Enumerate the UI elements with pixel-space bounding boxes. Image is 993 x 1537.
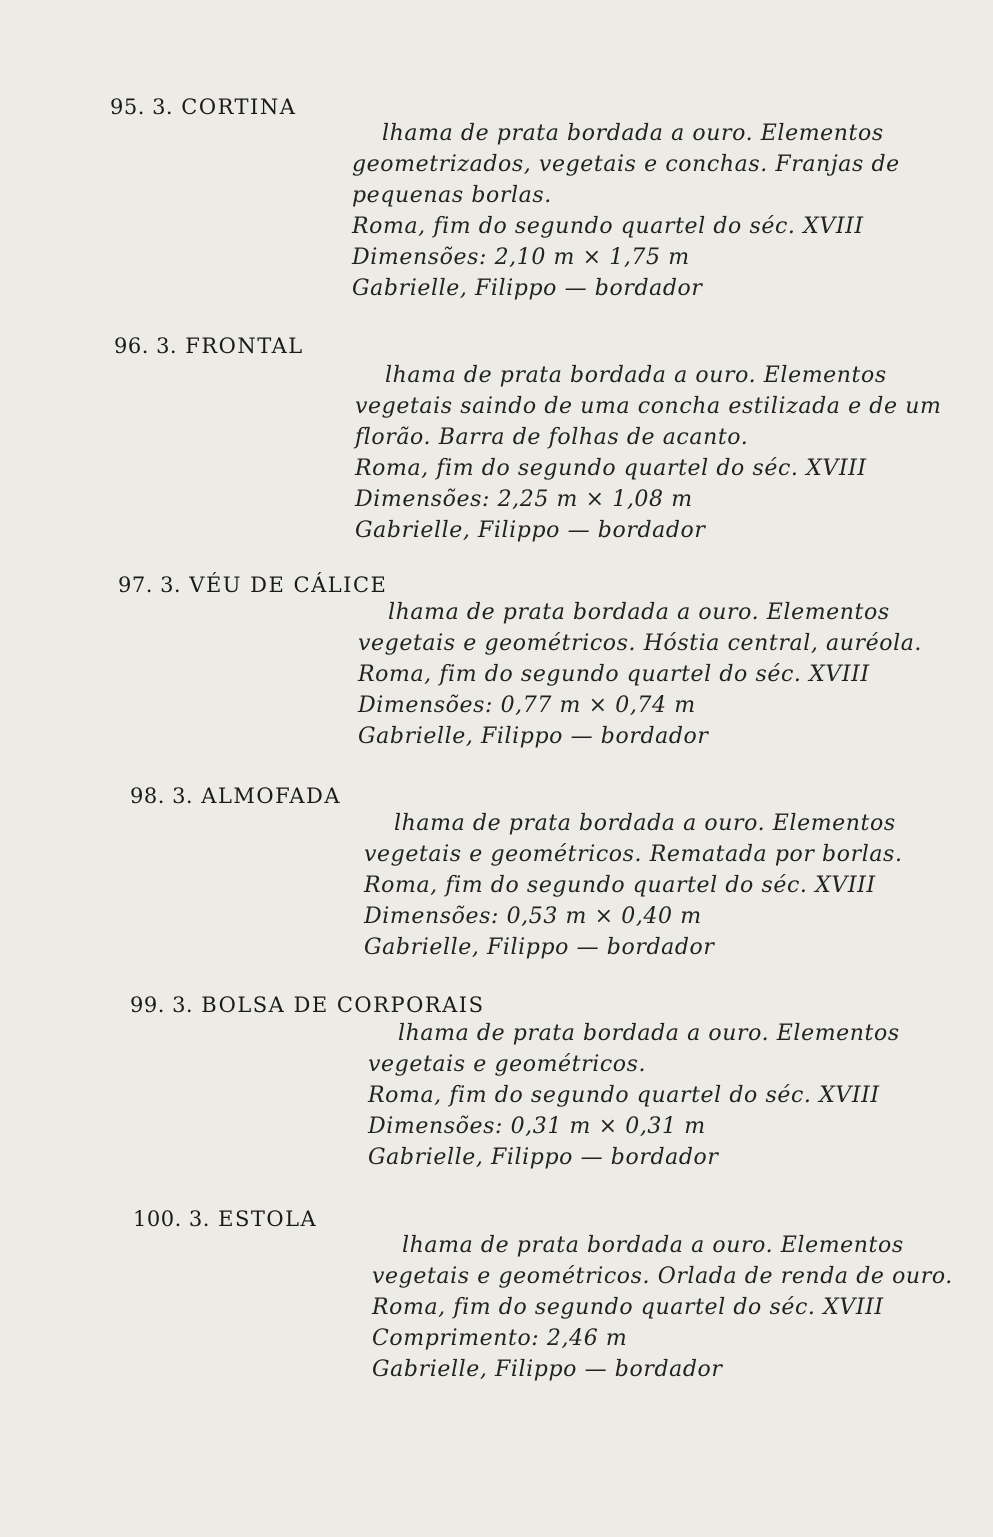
description-line: geometrizados, vegetais e conchas. Franjas de	[352, 152, 900, 177]
entry-number: 95. 3.	[110, 95, 174, 119]
description-line: lhama de prata bordada a ouro. Elementos	[398, 1021, 900, 1046]
description-line: Comprimento: 2,46 m	[372, 1326, 628, 1351]
description-line: Roma, fim do segundo quartel do séc. XVIII	[358, 662, 870, 687]
entry-heading	[110, 95, 296, 119]
description-line: Dimensões: 2,25 m × 1,08 m	[355, 487, 693, 512]
entry-number: 96. 3.	[114, 334, 178, 358]
description-line: Dimensões: 2,10 m × 1,75 m	[352, 245, 690, 270]
description-line: vegetais e geométricos. Rematada por borlas.	[364, 842, 903, 867]
description-line: vegetais saindo de uma concha estilizada e de um	[355, 394, 942, 419]
description-line: florão. Barra de folhas de acanto.	[355, 425, 749, 450]
description-line: lhama de prata bordada a ouro. Elementos	[382, 121, 884, 146]
entry-title: VÉU DE CÁLICE	[189, 573, 388, 597]
description-line: Dimensões: 0,53 m × 0,40 m	[364, 904, 702, 929]
description-line: Roma, fim do segundo quartel do séc. XVIII	[368, 1083, 880, 1108]
description-line: Gabrielle, Filippo — bordador	[368, 1145, 719, 1170]
description-line: Roma, fim do segundo quartel do séc. XVIII	[355, 456, 867, 481]
entry-description	[352, 118, 900, 304]
entry-description	[364, 808, 903, 963]
description-line: Gabrielle, Filippo — bordador	[364, 935, 715, 960]
description-line: Gabrielle, Filippo — bordador	[358, 724, 709, 749]
entry-description	[355, 360, 941, 546]
description-line: vegetais e geométricos.	[368, 1052, 647, 1077]
description-line: lhama de prata bordada a ouro. Elementos	[402, 1233, 904, 1258]
entry-number: 100. 3.	[133, 1207, 210, 1231]
entry-number: 98. 3.	[130, 784, 194, 808]
entry-title: ALMOFADA	[201, 784, 342, 808]
entry-heading	[130, 993, 484, 1017]
description-line: lhama de prata bordada a ouro. Elementos	[385, 363, 887, 388]
entry-number: 97. 3.	[118, 573, 182, 597]
entry-number: 99. 3.	[130, 993, 194, 1017]
description-line: vegetais e geométricos. Hóstia central, auréola.	[358, 631, 923, 656]
entry-title: CORTINA	[181, 95, 297, 119]
entry-description	[372, 1230, 953, 1385]
description-line: Gabrielle, Filippo — bordador	[355, 518, 706, 543]
entry-description	[358, 597, 922, 752]
entry-heading	[130, 784, 341, 808]
entry-heading	[133, 1207, 317, 1231]
entry-description	[368, 1018, 900, 1173]
description-line: lhama de prata bordada a ouro. Elementos	[388, 600, 890, 625]
description-line: Roma, fim do segundo quartel do séc. XVIII	[364, 873, 876, 898]
entry-title: FRONTAL	[185, 334, 304, 358]
description-line: Gabrielle, Filippo — bordador	[352, 276, 703, 301]
entry-title: ESTOLA	[218, 1207, 318, 1231]
description-line: Roma, fim do segundo quartel do séc. XVIII	[352, 214, 864, 239]
entry-title: BOLSA DE CORPORAIS	[201, 993, 485, 1017]
description-line: Gabrielle, Filippo — bordador	[372, 1357, 723, 1382]
description-line: vegetais e geométricos. Orlada de renda de ouro.	[372, 1264, 953, 1289]
entry-heading	[114, 334, 304, 358]
description-line: lhama de prata bordada a ouro. Elementos	[394, 811, 896, 836]
description-line: Dimensões: 0,31 m × 0,31 m	[368, 1114, 706, 1139]
entry-heading	[118, 573, 387, 597]
description-line: pequenas borlas.	[352, 183, 552, 208]
description-line: Dimensões: 0,77 m × 0,74 m	[358, 693, 696, 718]
description-line: Roma, fim do segundo quartel do séc. XVIII	[372, 1295, 884, 1320]
